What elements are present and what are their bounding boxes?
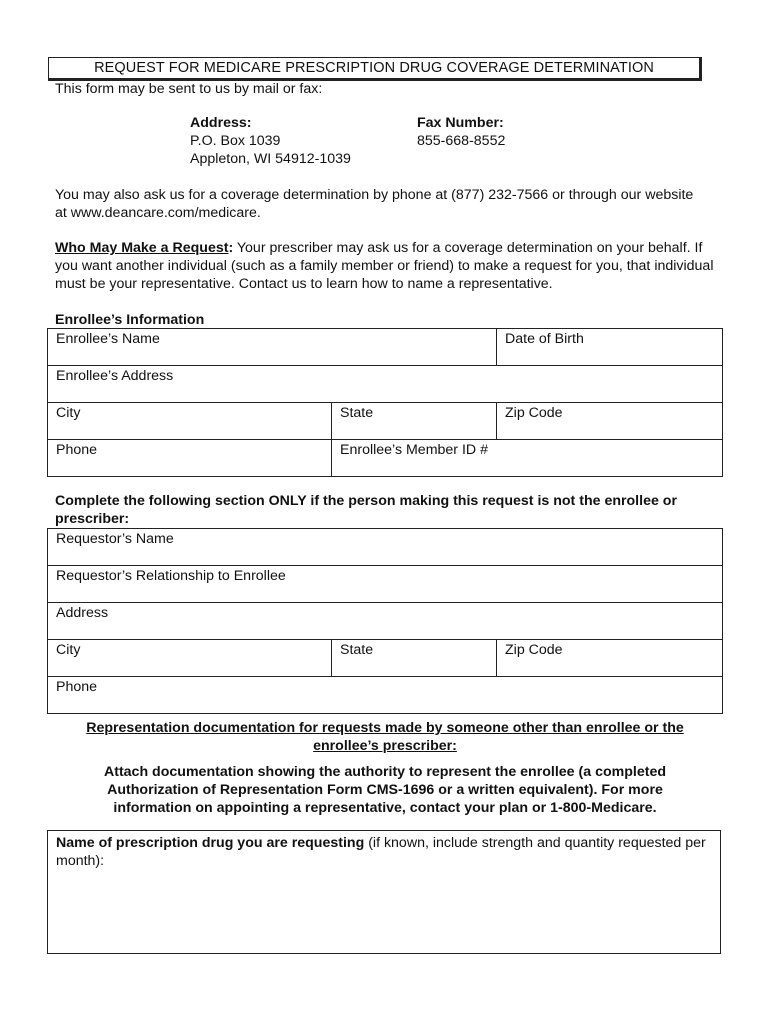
representation-heading: Representation documentation for requests made by someone other than enrollee or the enrollee’s prescriber: <box>86 720 684 754</box>
address-line1: P.O. Box 1039 <box>190 133 281 149</box>
requestor-row-address <box>48 603 723 640</box>
enrollee-zip-field[interactable] <box>496 403 723 439</box>
enrollee-city-label: City <box>56 405 81 421</box>
enrollee-address-label: Enrollee’s Address <box>56 368 174 384</box>
requestor-city-label: City <box>56 642 81 658</box>
requestor-relationship-field[interactable] <box>48 566 723 602</box>
requestor-name-field[interactable] <box>48 529 723 565</box>
enrollee-row-phone <box>48 440 723 477</box>
who-may-colon: : <box>228 240 234 256</box>
form-title: REQUEST FOR MEDICARE PRESCRIPTION DRUG COVERAGE DETERMINATION <box>48 57 702 81</box>
enrollee-zip-label: Zip Code <box>505 405 563 421</box>
enrollee-member-id-label: Enrollee’s Member ID # <box>340 442 488 458</box>
address-block <box>190 114 351 168</box>
enrollee-dob-field[interactable] <box>496 329 723 365</box>
requestor-relationship-label: Requestor’s Relationship to Enrollee <box>56 568 286 584</box>
enrollee-name-label: Enrollee’s Name <box>56 331 160 347</box>
requestor-row-city <box>48 640 723 677</box>
enrollee-row-address <box>48 366 723 403</box>
enrollee-address-field[interactable] <box>48 366 723 402</box>
enrollee-city-field[interactable] <box>48 403 331 439</box>
requestor-grid <box>47 528 723 714</box>
phone-paragraph: You may also ask us for a coverage determination by phone at (877) 232-7566 or through our website at www.deancare.com/medicare. <box>55 187 694 221</box>
requestor-address-label: Address <box>56 605 109 621</box>
requestor-name-label: Requestor’s Name <box>56 531 174 547</box>
enrollee-phone-label: Phone <box>56 442 98 458</box>
requestor-address-field[interactable] <box>48 603 723 639</box>
drug-request-box[interactable] <box>47 830 721 954</box>
requestor-city-field[interactable] <box>48 640 331 676</box>
drug-request-label: Name of prescription drug you are requesting <box>56 835 365 851</box>
who-may-heading: Who May Make a Request <box>55 240 229 256</box>
who-may-text: Your prescriber may ask us for a coverage determination on your behalf. If you want another individual (such as a family member or friend) to make a request for you, that individual must be your representative. Contact us to learn how to name a representative. <box>55 240 714 292</box>
enrollee-member-id-field[interactable] <box>331 440 723 476</box>
enrollee-state-field[interactable] <box>331 403 496 439</box>
requestor-zip-label: Zip Code <box>505 642 563 658</box>
enrollee-row-name <box>48 328 723 366</box>
requestor-row-relationship <box>48 566 723 603</box>
representation-body: Attach documentation showing the authority to represent the enrollee (a completed Authorization of Representation Form CMS-1696 or a written equivalent). For more information on appointing a representative, contact your plan or 1-800-Medicare. <box>103 764 667 816</box>
enrollee-dob-label: Date of Birth <box>505 331 584 347</box>
address-line2: Appleton, WI 54912-1039 <box>190 151 351 167</box>
requestor-state-label: State <box>340 642 374 658</box>
enrollee-grid <box>47 328 723 477</box>
fax-label: Fax Number: <box>417 115 504 131</box>
enrollee-row-city <box>48 403 723 440</box>
who-may-paragraph <box>55 239 720 293</box>
enrollee-heading: Enrollee’s Information <box>55 312 205 328</box>
enrollee-name-field[interactable] <box>48 329 496 365</box>
requestor-row-name <box>48 528 723 566</box>
fax-block <box>417 114 505 150</box>
fax-number: 855-668-8552 <box>417 133 506 149</box>
requestor-state-field[interactable] <box>331 640 496 676</box>
requestor-row-phone <box>48 677 723 714</box>
requestor-zip-field[interactable] <box>496 640 723 676</box>
requestor-phone-label: Phone <box>56 679 98 695</box>
drug-request-hint: (if known, include strength and quantity requested per month): <box>56 835 706 869</box>
address-label: Address: <box>190 115 252 131</box>
enrollee-state-label: State <box>340 405 374 421</box>
intro-text: This form may be sent to us by mail or fax: <box>55 81 323 97</box>
enrollee-phone-field[interactable] <box>48 440 331 476</box>
requestor-phone-field[interactable] <box>48 677 723 713</box>
requestor-heading: Complete the following section ONLY if the person making this request is not the enrollee or prescriber: <box>55 493 677 527</box>
